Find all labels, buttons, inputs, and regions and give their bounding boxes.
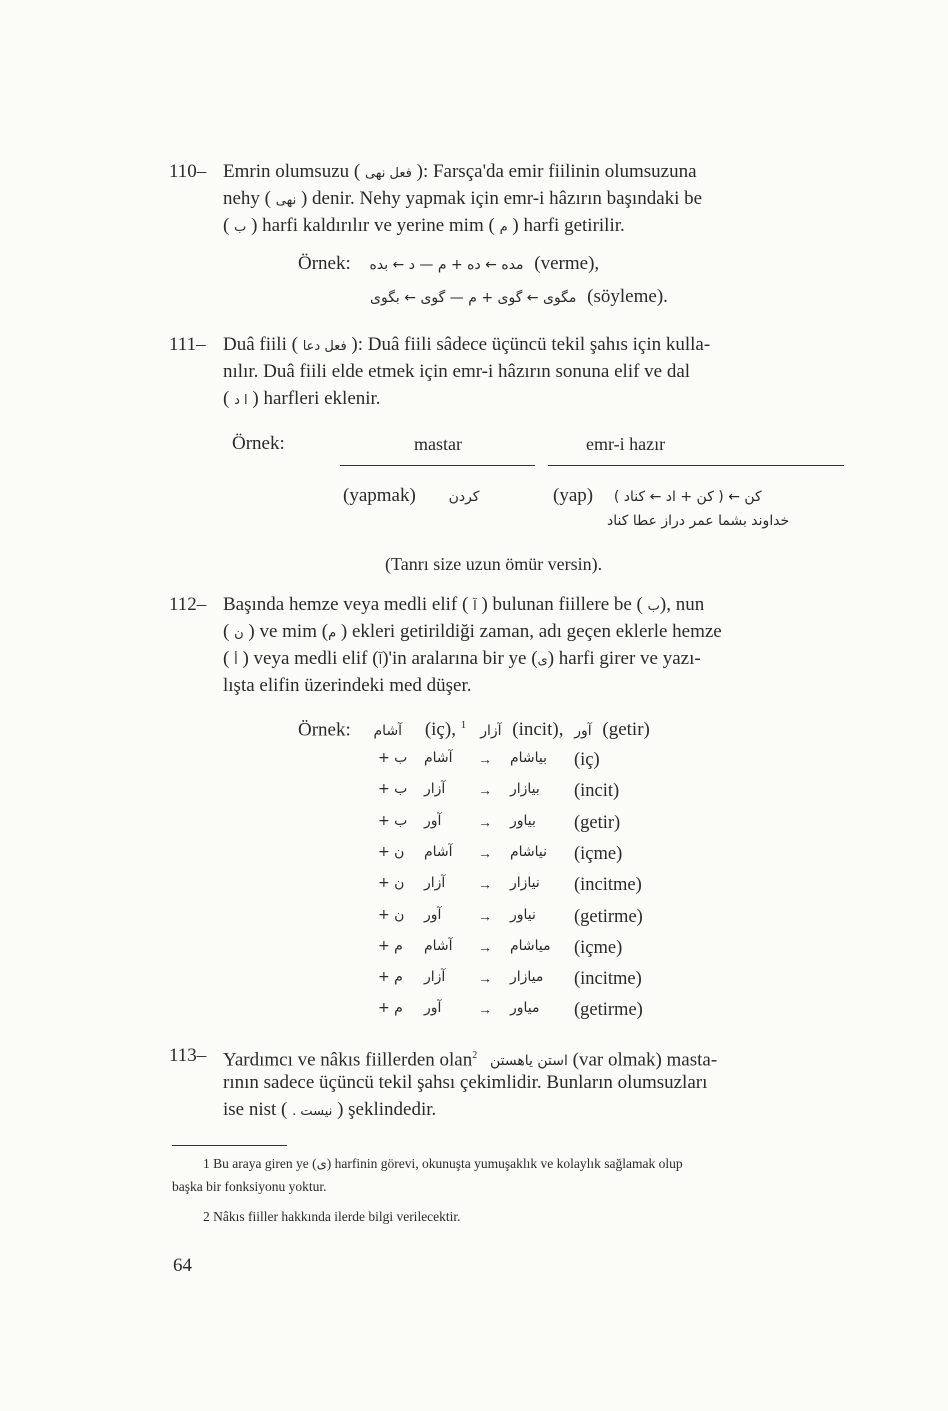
root-cell: آور <box>424 906 442 923</box>
table-rule <box>548 465 844 466</box>
page-number: 64 <box>173 1255 192 1276</box>
arrow-icon: → <box>478 878 492 894</box>
paragraph-line: ise nist ( نیست . ) şeklindedir. <box>223 1099 437 1120</box>
paragraph-line: ( ا د ) harfleri eklenir. <box>223 388 381 409</box>
example-label: Örnek: <box>232 433 285 454</box>
table-row <box>378 907 678 937</box>
translation-cell: (içme) <box>574 937 623 958</box>
arrow-icon: → <box>478 784 492 800</box>
result-cell: بیاشام <box>510 750 548 766</box>
section-number: 112– <box>169 594 207 615</box>
paragraph-line: nehy ( نهی ) denir. Nehy yapmak için emr-i hâzırın başındaki be <box>223 188 703 209</box>
root-cell: آشام <box>424 843 453 860</box>
translation-cell: (getir) <box>574 812 621 833</box>
paragraph-line: lışta elifin üzerindeki med düşer. <box>223 675 472 696</box>
paragraph-line: Duâ fiili ( فعل دعا ): Duâ fiili sâdece üçüncü tekil şahıs için kulla- <box>223 334 711 355</box>
table-rule <box>340 465 535 466</box>
arrow-icon: → <box>478 1003 492 1019</box>
footnote-1: 1 Bu araya giren ye (ى) harfinin görevi, okunuşta yumuşaklık ve kolaylık sağlamak olup <box>203 1156 683 1172</box>
footnote-rule <box>172 1145 287 1146</box>
table-row <box>378 969 678 999</box>
table-row <box>378 750 678 780</box>
prefix-cell: م + <box>378 1000 403 1017</box>
paragraph-line: rının sadece üçüncü tekil şahsı çekimlidir. Bunların olumsuzları <box>223 1072 708 1093</box>
example-line: مگوی ← گوی + م — گوی ← بگوی (söyleme). <box>370 286 668 307</box>
footnote-1-cont: başka bir fonksiyonu yoktur. <box>172 1179 327 1194</box>
paragraph-line: Başında hemze veya medli elif ( آ ) bulunan fiillere be ( ب), nun <box>223 594 705 615</box>
prefix-cell: ن + <box>378 906 405 923</box>
arrow-icon: → <box>478 909 492 925</box>
paragraph-line: ( أ ) veya medli elif (آ)'in aralarına bir ye (ى) harfi girer ve yazı- <box>223 648 701 669</box>
root-cell: آشام <box>424 937 453 954</box>
column-header-emr: emr-i hazır <box>586 434 666 454</box>
arrow-icon: → <box>478 815 492 831</box>
paragraph-line: nılır. Duâ fiili elde etmek için emr-i hâzırın sonuna elif ve dal <box>223 361 691 382</box>
arrow-icon: → <box>478 846 492 862</box>
prefix-cell: ب + <box>378 750 408 766</box>
root-cell: آشام <box>424 750 453 766</box>
result-cell: نیاشام <box>510 843 548 860</box>
section-number: 110– <box>169 161 207 182</box>
section-number: 111– <box>169 334 206 355</box>
column-header-mastar: mastar <box>414 434 462 454</box>
paragraph-line: Emrin olumsuzu ( فعل نهی ): Farsça'da emir fiilinin olumsuzuna <box>223 161 697 182</box>
table-row <box>378 1000 678 1030</box>
translation-cell: (iç) <box>574 750 600 770</box>
root-cell: آزار <box>424 969 446 986</box>
arabic-sentence: خداوند بشما عمر دراز عطا کناد <box>607 513 790 529</box>
translation: (Tanrı size uzun ömür versin). <box>385 554 603 574</box>
root-cell: آزار <box>424 875 446 892</box>
table-row <box>378 938 678 968</box>
prefix-cell: م + <box>378 969 403 986</box>
prefix-cell: ب + <box>378 812 408 829</box>
table-row <box>378 781 678 811</box>
prefix-cell: ب + <box>378 781 408 798</box>
translation-cell: (getirme) <box>574 1000 643 1021</box>
prefix-cell: ن + <box>378 843 405 860</box>
root-cell: آور <box>424 812 442 829</box>
result-cell: نیاور <box>510 906 536 923</box>
root-cell: آزار <box>424 781 446 798</box>
root-cell: آور <box>424 1000 442 1017</box>
table-row <box>378 844 678 874</box>
paragraph-line: Yardımcı ve nâkıs fiillerden olan$^2$ استن یاهستن (var olmak) masta- <box>223 1049 718 1071</box>
translation-cell: (getirme) <box>574 906 643 927</box>
prefix-cell: م + <box>378 937 403 954</box>
paragraph-line: ( ن ) ve mim (م ) ekleri getirildiği zaman, adı geçen eklerle hemze <box>223 621 722 642</box>
table-row: (yap) کن ← ( کن + اد ← کناد ) <box>553 485 762 506</box>
example-line: Örnek: آشام (iç), آزار$^1$ (incit), آور (getir) <box>298 719 650 741</box>
translation-cell: (incit) <box>574 781 620 802</box>
prefix-cell: ن + <box>378 875 405 892</box>
table-row <box>378 813 678 843</box>
footnote-2: 2 Nâkıs fiiller hakkında ilerde bilgi verilecektir. <box>203 1209 461 1224</box>
result-cell: نیازار <box>510 875 540 892</box>
translation-cell: (incitme) <box>574 875 642 896</box>
arrow-icon: → <box>478 972 492 988</box>
result-cell: میاشام <box>510 937 551 954</box>
table-row <box>378 875 678 905</box>
arrow-icon: → <box>478 940 492 956</box>
translation-cell: (incitme) <box>574 969 642 990</box>
table-row: (yapmak) کردن <box>343 485 480 506</box>
section-number: 113– <box>169 1045 207 1066</box>
translation-cell: (içme) <box>574 843 623 864</box>
arrow-icon: → <box>478 753 492 768</box>
result-cell: بیازار <box>510 781 540 798</box>
result-cell: میازار <box>510 969 544 986</box>
result-cell: میاور <box>510 1000 540 1017</box>
example-line: Örnek: مده ← ده + م — د ← بده (verme), <box>298 253 600 274</box>
paragraph-line: ( ب ) harfi kaldırılır ve yerine mim ( م ) harfi getirilir. <box>223 215 625 236</box>
result-cell: بیاور <box>510 812 536 829</box>
